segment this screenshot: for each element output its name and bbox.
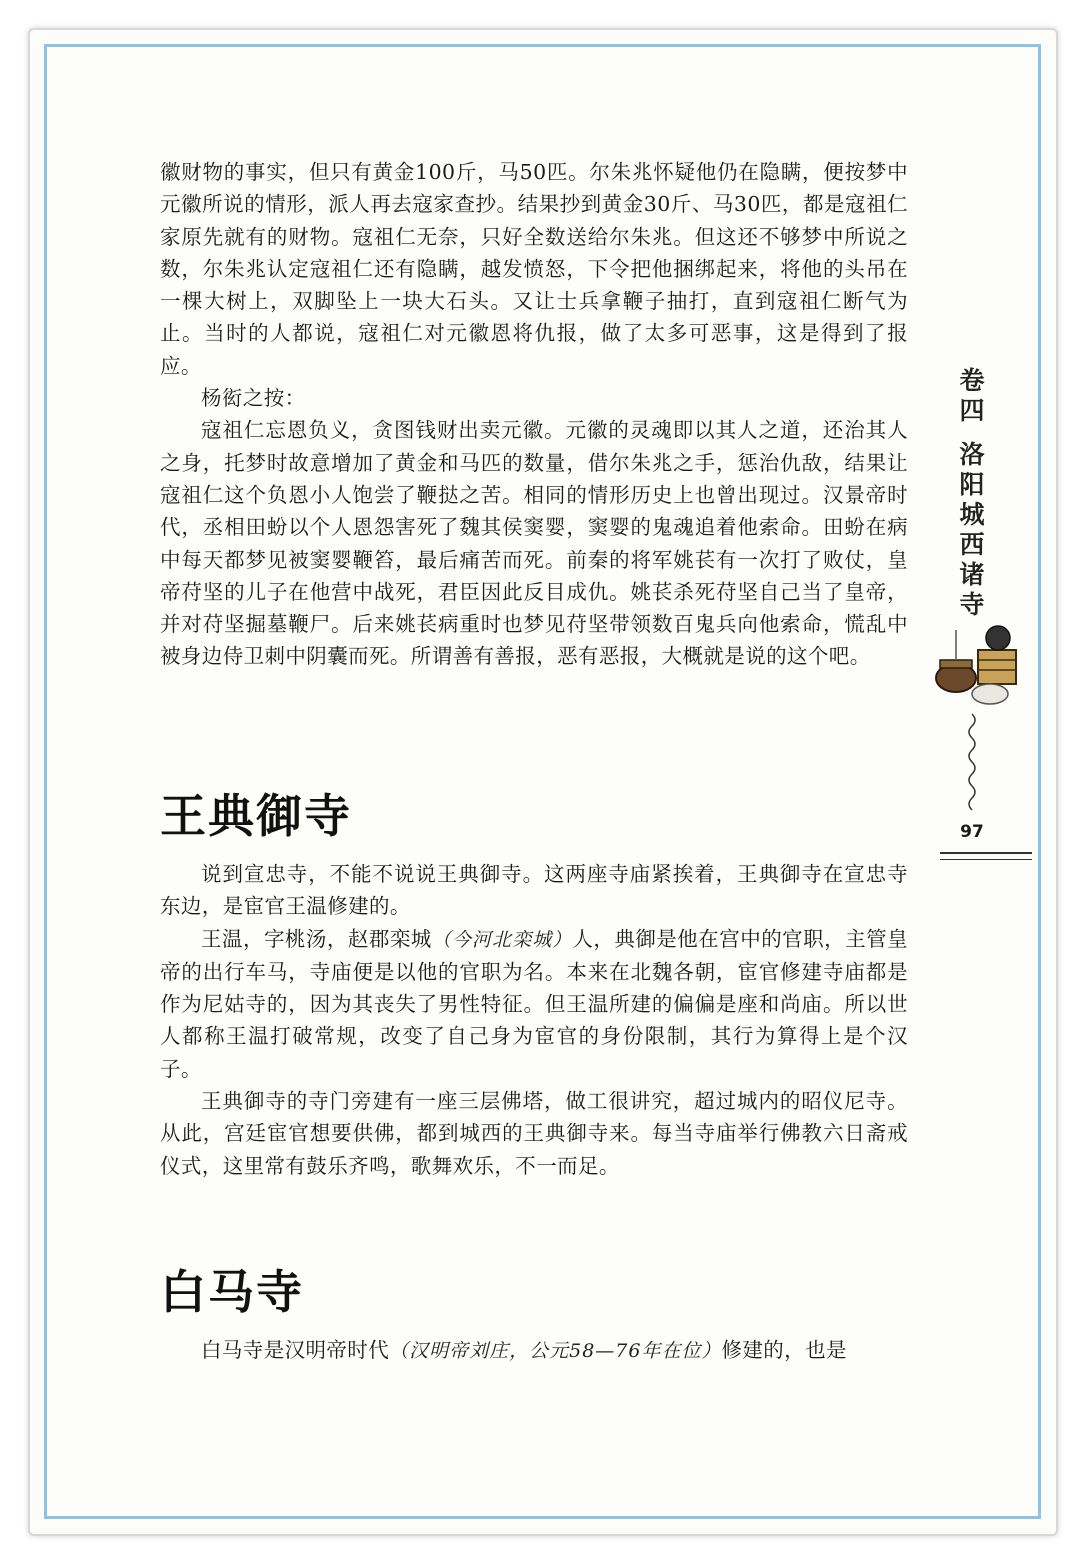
- spacer: [952, 426, 992, 440]
- section-baima: [160, 1334, 908, 1367]
- commentary-label: 杨衒之按：: [201, 386, 306, 411]
- chapter-char: 洛: [959, 440, 985, 469]
- inline-note: （今河北栾城）: [431, 928, 573, 951]
- running-header-vertical: [952, 366, 992, 620]
- volume-char: 卷: [959, 366, 985, 395]
- chapter-char: 诸: [959, 560, 985, 589]
- paragraph-baima-1: [160, 1334, 908, 1367]
- page-number-rule: [940, 852, 1032, 860]
- page-number: 97: [960, 822, 984, 842]
- text-run: 修建的，也是: [721, 1338, 847, 1362]
- text-run: 人，典御是他在宫中的官职，主管皇帝的出行车马，寺庙便是以他的官职为名。本来在北魏各朝，宦官修建寺庙都是作为尼姑寺的，因为其丧失了男性特征。但王温所建的偏偏是座和尚庙。所以世人都称王温打破常规，改变了自己身为宦官的身份限制，其行为算得上是个汉子。: [160, 926, 908, 1081]
- incense-burner-ornament-icon: [928, 620, 1024, 712]
- chapter-char: 西: [959, 530, 985, 559]
- text-run: 王温，字桃汤，赵郡栾城: [201, 926, 432, 951]
- volume-char: 四: [959, 396, 985, 425]
- paragraph-wangdianyu-2: [160, 923, 908, 1085]
- chapter-char: 寺: [959, 590, 985, 619]
- section-title-baima: 白马寺: [160, 1265, 304, 1319]
- text-run: 白马寺是汉明帝时代: [201, 1338, 390, 1362]
- chapter-char: 城: [959, 500, 985, 529]
- inline-note: （汉明帝刘庄，公元58—76年在位）: [389, 1340, 722, 1362]
- wavy-line-ornament-icon: [962, 712, 982, 816]
- paragraph-commentary: 寇祖仁忘恩负义，贪图钱财出卖元徽。元徽的灵魂即以其人之道，还治其人之身，托梦时故意增加了黄金和马匹的数量，借尔朱兆之手，惩治仇敌，结果让寇祖仁这个负恩小人饱尝了鞭挞之苦。相同的情形历史上也曾出现过。汉景帝时代，丞相田蚡以个人恩怨害死了魏其侯窦婴，窦婴的鬼魂追着他索命。田蚡在病中每天都梦见被窦婴鞭笞，最后痛苦而死。前秦的将军姚苌有一次打了败仗，皇帝苻坚的儿子在他营中战死，君臣因此反目成仇。姚苌杀死苻坚自己当了皇帝，并对苻坚掘墓鞭尸。后来姚苌病重时也梦见苻坚带领数百鬼兵向他索命，慌乱中被身边侍卫刺中阴囊而死。所谓善有善报，恶有恶报，大概就是说的这个吧。: [160, 418, 908, 669]
- paragraph-intro: 徽财物的事实，但只有黄金100斤，马50匹。尔朱兆怀疑他仍在隐瞒，便按梦中元徽所说的情形，派人再去寇家查抄。结果抄到黄金30斤、马30匹，都是寇祖仁家原先就有的财物。寇祖仁无奈，只好全数送给尔朱兆。但这还不够梦中所说之数，尔朱兆认定寇祖仁还有隐瞒，越发愤怒，下令把他捆绑起来，将他的头吊在一棵大树上，双脚坠上一块大石头。又让士兵拿鞭子抽打，直到寇祖仁断气为止。当时的人都说，寇祖仁对元徽恩将仇报，做了太多可恶事，这是得到了报应。: [160, 160, 908, 378]
- paragraph-wangdianyu-1: 说到宣忠寺，不能不说说王典御寺。这两座寺庙紧挨着，王典御寺在宣忠寺东边，是宦官王温修建的。: [160, 862, 908, 919]
- paragraph-wangdianyu-3: 王典御寺的寺门旁建有一座三层佛塔，做工很讲究，超过城内的昭仪尼寺。从此，宫廷宦官想要供佛，都到城西的王典御寺来。每当寺庙举行佛教六日斋戒仪式，这里常有鼓乐齐鸣，歌舞欢乐，不一而足。: [160, 1089, 908, 1178]
- chapter-char: 阳: [959, 470, 985, 499]
- section-title-wangdianyu: 王典御寺: [160, 789, 352, 843]
- section-wangdianyu: [160, 858, 908, 1182]
- main-text-block: [160, 156, 908, 673]
